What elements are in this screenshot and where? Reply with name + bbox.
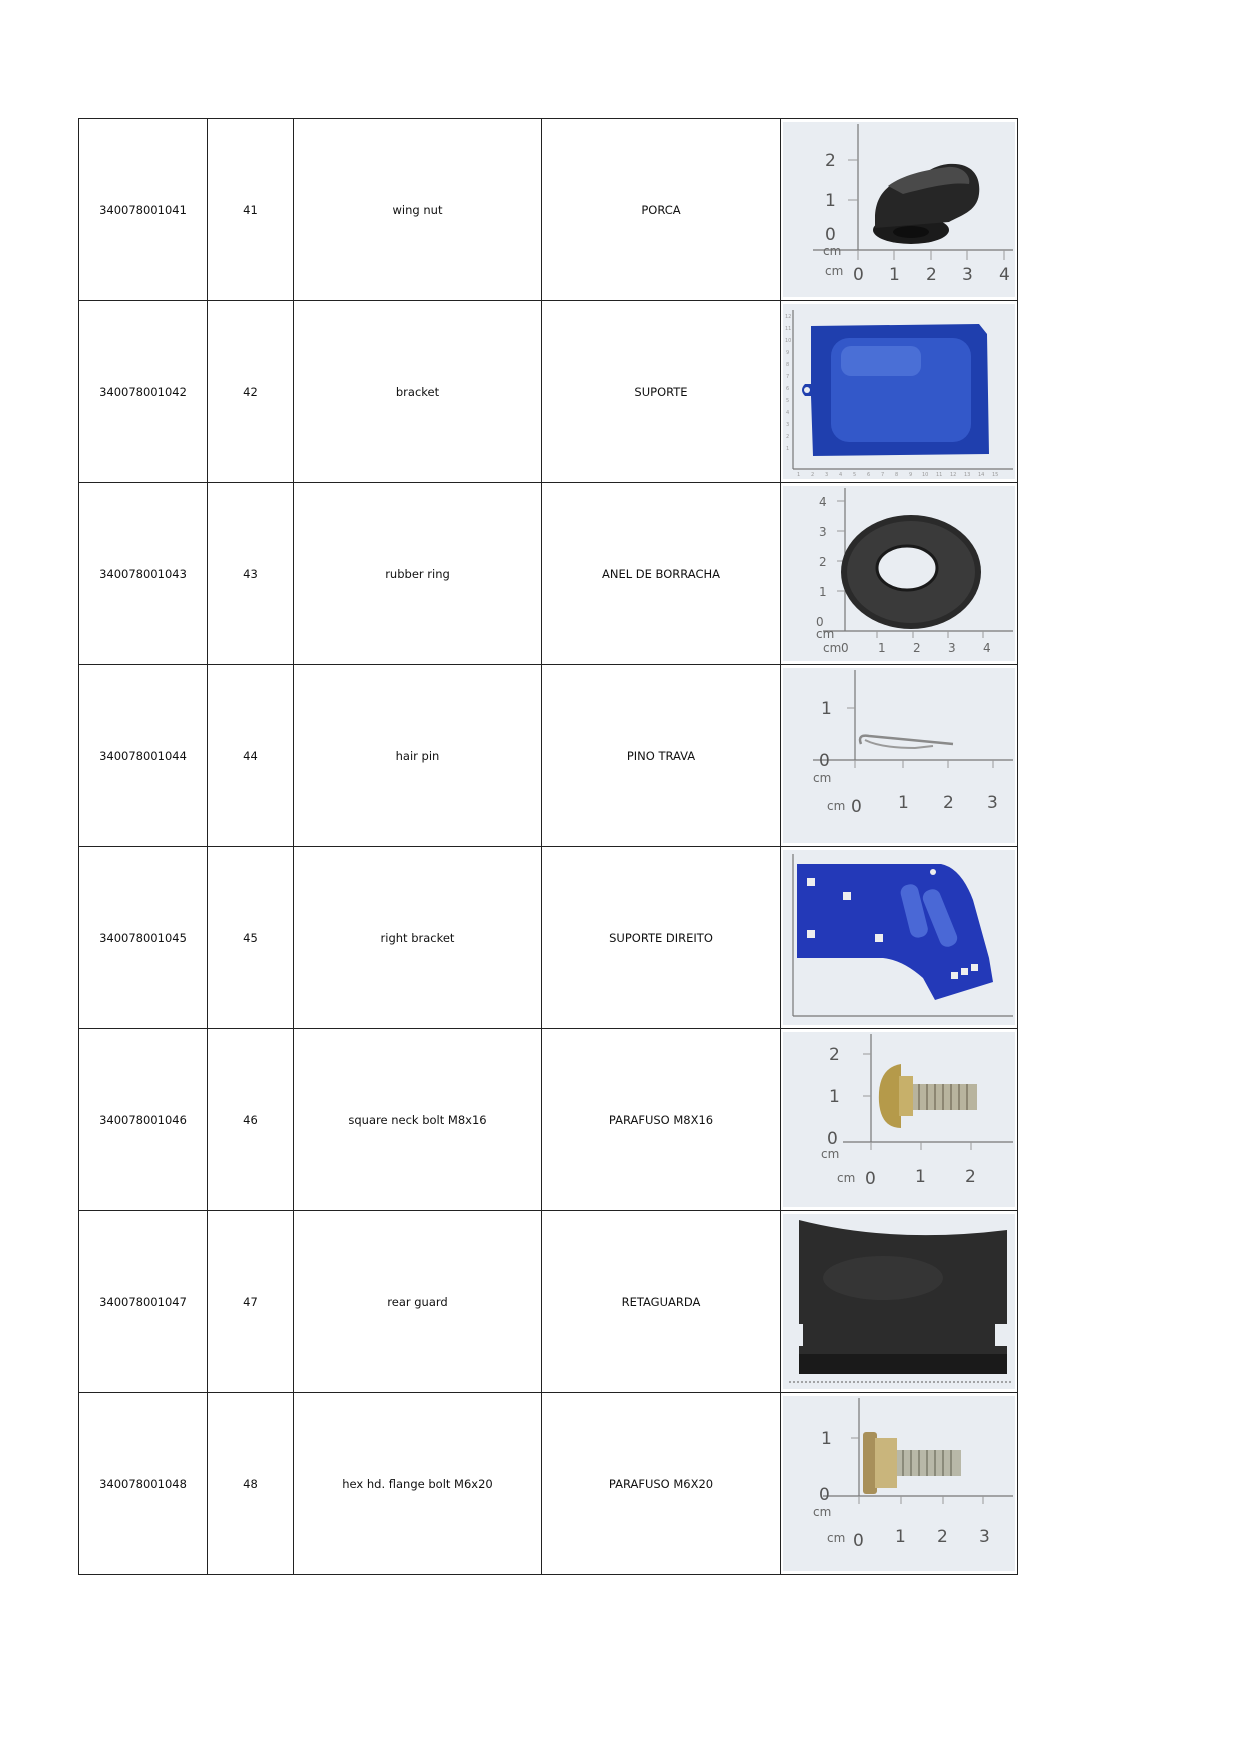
part-image-cell xyxy=(781,847,1018,1029)
scale-label: 14 xyxy=(978,472,985,478)
scale-label: 0 xyxy=(816,615,824,629)
scale-label: 3 xyxy=(987,793,998,813)
scale-label: 1 xyxy=(821,1429,832,1449)
unit-label: cm xyxy=(837,1171,856,1185)
table-row xyxy=(79,1211,1018,1393)
table-row xyxy=(79,847,1018,1029)
unit-label: cm xyxy=(823,244,842,258)
scale-label: 4 xyxy=(983,641,991,655)
rear-guard-photo xyxy=(783,1214,1015,1389)
item-number: 45 xyxy=(208,847,294,1029)
description-en: bracket xyxy=(294,301,542,483)
parts-table xyxy=(78,118,1018,1575)
scale-label: 2 xyxy=(913,641,921,655)
scale-label: 11 xyxy=(785,326,792,332)
scale-label: 10 xyxy=(922,472,929,478)
hex-flange-bolt-photo xyxy=(783,1396,1015,1571)
scale-label: 3 xyxy=(786,422,790,428)
scale-label: 0 xyxy=(819,751,830,771)
square-neck-bolt-photo xyxy=(783,1032,1015,1207)
unit-label: cm xyxy=(827,799,846,813)
scale-label: 2 xyxy=(943,793,954,813)
part-code: 340078001044 xyxy=(79,665,208,847)
description-pt: RETAGUARDA xyxy=(542,1211,781,1393)
part-image-cell xyxy=(781,1393,1018,1575)
table-row xyxy=(79,301,1018,483)
description-pt: PARAFUSO M8X16 xyxy=(542,1029,781,1211)
part-image-cell xyxy=(781,1029,1018,1211)
scale-label: 3 xyxy=(962,265,973,285)
scale-label: 1 xyxy=(878,641,886,655)
scale-label: 0 xyxy=(853,1531,864,1551)
scale-label: 5 xyxy=(853,472,857,478)
description-en: square neck bolt M8x16 xyxy=(294,1029,542,1211)
right-bracket-photo xyxy=(783,850,1015,1025)
scale-label: 1 xyxy=(821,699,832,719)
scale-label: 5 xyxy=(786,398,790,404)
scale-label: 0 xyxy=(841,641,849,655)
scale-label: 2 xyxy=(825,151,836,171)
table-row xyxy=(79,1393,1018,1575)
part-image-cell xyxy=(781,483,1018,665)
item-number: 46 xyxy=(208,1029,294,1211)
item-number: 48 xyxy=(208,1393,294,1575)
description-en: rubber ring xyxy=(294,483,542,665)
scale-label: 13 xyxy=(964,472,971,478)
scale-label: 3 xyxy=(948,641,956,655)
table-row xyxy=(79,665,1018,847)
item-number: 47 xyxy=(208,1211,294,1393)
scale-label: 3 xyxy=(979,1527,990,1547)
wing-nut-photo xyxy=(783,122,1015,297)
scale-label: 2 xyxy=(819,555,827,569)
scale-label: 0 xyxy=(827,1129,838,1149)
scale-label: 9 xyxy=(786,350,790,356)
unit-label: cm xyxy=(825,264,844,278)
description-pt: SUPORTE xyxy=(542,301,781,483)
scale-label: 1 xyxy=(786,446,790,452)
scale-label: 1 xyxy=(829,1087,840,1107)
scale-label: 9 xyxy=(909,472,913,478)
scale-label: 4 xyxy=(819,495,827,509)
scale-label: 2 xyxy=(965,1167,976,1187)
part-code: 340078001042 xyxy=(79,301,208,483)
scale-label: 8 xyxy=(895,472,899,478)
scale-label: 6 xyxy=(867,472,871,478)
scale-label: 0 xyxy=(865,1169,876,1189)
scale-label: 2 xyxy=(926,265,937,285)
item-number: 42 xyxy=(208,301,294,483)
part-code: 340078001041 xyxy=(79,119,208,301)
unit-label: cm xyxy=(827,1531,846,1545)
scale-label: 2 xyxy=(829,1045,840,1065)
description-en: rear guard xyxy=(294,1211,542,1393)
scale-label: 7 xyxy=(786,374,790,380)
scale-label: 0 xyxy=(819,1485,830,1505)
description-en: wing nut xyxy=(294,119,542,301)
part-image-cell xyxy=(781,665,1018,847)
item-number: 44 xyxy=(208,665,294,847)
item-number: 43 xyxy=(208,483,294,665)
scale-label: 11 xyxy=(936,472,943,478)
scale-label: 2 xyxy=(811,472,815,478)
description-pt: PINO TRAVA xyxy=(542,665,781,847)
unit-label: cm xyxy=(813,771,832,785)
scale-label: 3 xyxy=(825,472,829,478)
table-row xyxy=(79,1029,1018,1211)
rubber-ring-photo xyxy=(783,486,1015,661)
scale-label: 6 xyxy=(786,386,790,392)
scale-label: 4 xyxy=(999,265,1010,285)
scale-label: 12 xyxy=(950,472,957,478)
table-row xyxy=(79,483,1018,665)
part-code: 340078001045 xyxy=(79,847,208,1029)
scale-label: 1 xyxy=(915,1167,926,1187)
part-code: 340078001048 xyxy=(79,1393,208,1575)
part-code: 340078001047 xyxy=(79,1211,208,1393)
table-row xyxy=(79,119,1018,301)
description-pt: SUPORTE DIREITO xyxy=(542,847,781,1029)
scale-label: 4 xyxy=(786,410,790,416)
scale-label: 8 xyxy=(786,362,790,368)
description-pt: ANEL DE BORRACHA xyxy=(542,483,781,665)
scale-label: 12 xyxy=(785,314,792,320)
item-number: 41 xyxy=(208,119,294,301)
part-code: 340078001043 xyxy=(79,483,208,665)
scale-label: 7 xyxy=(881,472,885,478)
description-pt: PARAFUSO M6X20 xyxy=(542,1393,781,1575)
bracket-photo xyxy=(783,304,1015,479)
scale-label: 2 xyxy=(786,434,790,440)
unit-label: cm xyxy=(816,627,835,641)
scale-label: 1 xyxy=(898,793,909,813)
scale-label: 1 xyxy=(895,1527,906,1547)
scale-label: 0 xyxy=(853,265,864,285)
scale-label: 1 xyxy=(797,472,801,478)
description-en: hair pin xyxy=(294,665,542,847)
unit-label: cm xyxy=(821,1147,840,1161)
scale-label: 10 xyxy=(785,338,792,344)
description-en: hex hd. flange bolt M6x20 xyxy=(294,1393,542,1575)
part-code: 340078001046 xyxy=(79,1029,208,1211)
scale-label: 1 xyxy=(889,265,900,285)
part-image-cell xyxy=(781,119,1018,301)
description-en: right bracket xyxy=(294,847,542,1029)
scale-label: 0 xyxy=(825,225,836,245)
scale-label: 4 xyxy=(839,472,843,478)
unit-label: cm xyxy=(813,1505,832,1519)
unit-label: cm xyxy=(823,641,842,655)
part-image-cell xyxy=(781,1211,1018,1393)
scale-label: 0 xyxy=(851,797,862,817)
scale-label: 15 xyxy=(992,472,999,478)
scale-label: 2 xyxy=(937,1527,948,1547)
scale-label: 1 xyxy=(825,191,836,211)
scale-label: 3 xyxy=(819,525,827,539)
description-pt: PORCA xyxy=(542,119,781,301)
part-image-cell xyxy=(781,301,1018,483)
hair-pin-photo xyxy=(783,668,1015,843)
scale-label: 1 xyxy=(819,585,827,599)
